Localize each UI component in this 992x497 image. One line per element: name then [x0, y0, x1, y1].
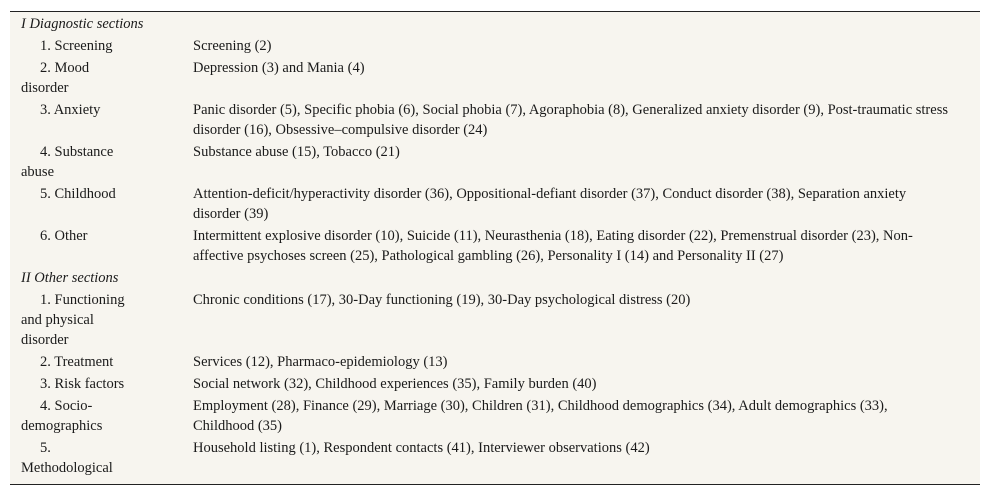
category-cell: 1. Functioning and physical disorder [21, 292, 125, 348]
description-cell: Screening (2) [193, 38, 272, 54]
category-cell: 5. Methodological [21, 440, 113, 476]
table-row [10, 141, 980, 183]
description-cell: Employment (28), Finance (29), Marriage (30), Children (31), Childhood demographics (34), Adult demographics (33), Childhood (35) [193, 398, 888, 434]
category-cell: 2. Mood disorder [21, 60, 90, 96]
table-row [10, 351, 980, 373]
description-cell: Household listing (1), Respondent contacts (41), Interviewer observations (42) [193, 440, 650, 456]
sections-table [10, 11, 980, 485]
category-cell: 1. Screening [40, 38, 113, 54]
table-row [10, 57, 980, 99]
description-cell: Social network (32), Childhood experiences (35), Family burden (40) [193, 376, 597, 392]
description-cell: Substance abuse (15), Tobacco (21) [193, 144, 400, 160]
category-cell: 3. Anxiety [40, 102, 101, 118]
category-cell: 2. Treatment [40, 354, 114, 370]
category-cell: 6. Other [40, 228, 88, 244]
category-cell: 4. Substance abuse [21, 144, 114, 180]
table-row [10, 99, 980, 141]
table-row [10, 225, 980, 267]
table-row [10, 183, 980, 225]
category-cell: 4. Socio- demographics [21, 398, 103, 434]
description-cell: Depression (3) and Mania (4) [193, 60, 365, 76]
category-cell: 5. Childhood [40, 186, 116, 202]
table-row [10, 437, 980, 479]
table-row [10, 289, 980, 351]
section-header-row [10, 267, 980, 289]
category-cell: 3. Risk factors [40, 376, 125, 392]
description-cell: Services (12), Pharmaco-epidemiology (13) [193, 354, 448, 370]
section-title: II Other sections [21, 270, 119, 286]
section-header-row [10, 13, 980, 35]
table-row [10, 373, 980, 395]
description-cell: Panic disorder (5), Specific phobia (6), Social phobia (7), Agoraphobia (8), Generalized anxiety disorder (9), Post-traumatic stress disorder (16), Obsessive–compulsive disorder (24) [193, 102, 948, 138]
table [10, 13, 980, 479]
section-title: I Diagnostic sections [21, 16, 144, 32]
description-cell: Intermittent explosive disorder (10), Suicide (11), Neurasthenia (18), Eating disorder (22), Premenstrual disorder (23), Non-affective psychoses screen (25), Pathological gambling (26), Personality I (14) and Personality II (27) [193, 228, 913, 264]
description-cell: Chronic conditions (17), 30-Day functioning (19), 30-Day psychological distress (20) [193, 292, 691, 308]
table-row [10, 35, 980, 57]
description-cell: Attention-deficit/hyperactivity disorder (36), Oppositional-defiant disorder (37), Conduct disorder (38), Separation anxiety disorder (39) [193, 186, 907, 222]
table-row [10, 395, 980, 437]
